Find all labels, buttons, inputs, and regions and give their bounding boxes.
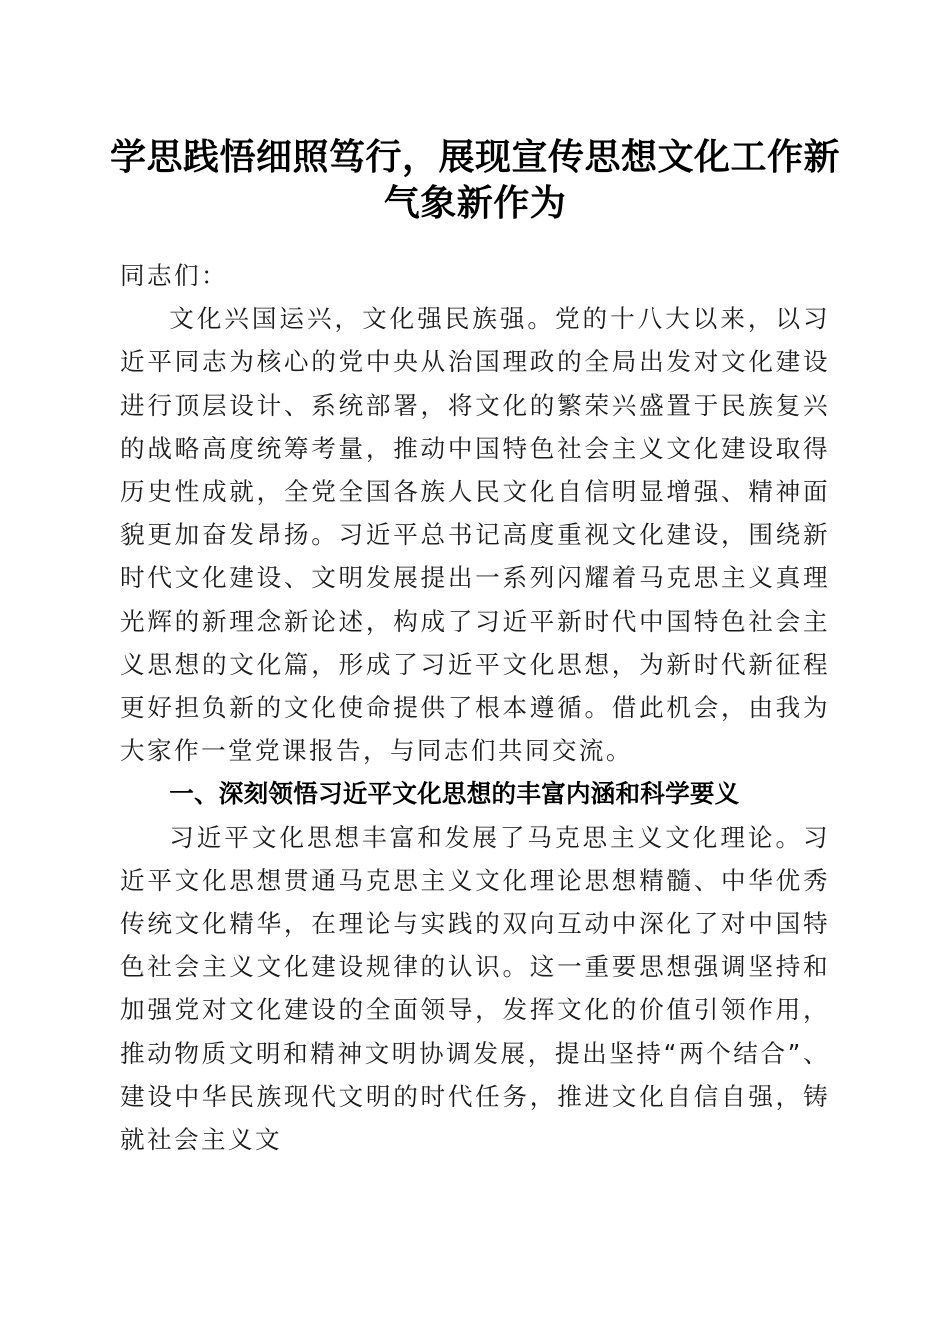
title-line-1: 学思践悟细照笃行，展现宣传思想文化工作新 bbox=[110, 136, 841, 178]
section-paragraph: 习近平文化思想丰富和发展了马克思主义文化理论。习近平文化思想贯通马克思主义文化理论思想精髓、中华优秀传统文化精华，在理论与实践的双向互动中深化了对中国特色社会主义文化建设规律的认识。这一重要思想强调坚持和加强党对文化建设的全面领导，发挥文化的价值引领作用，推动物质文明和精神文明协调发展，提出坚持“两个结合”、建设中华民族现代文明的时代任务，推进文化自信自强，铸就社会主义文 bbox=[120, 822, 830, 1155]
document-title bbox=[110, 134, 840, 226]
intro-paragraph: 文化兴国运兴，文化强民族强。党的十八大以来，以习近平同志为核心的党中央从治国理政的全局出发对文化建设进行顶层设计、系统部署，将文化的繁荣兴盛置于民族复兴的战略高度统筹考量，推动中国特色社会主义文化建设取得历史性成就，全党全国各族人民文化自信明显增强、精神面貌更加奋发昂扬。习近平总书记高度重视文化建设，围绕新时代文化建设、文明发展提出一系列闪耀着马克思主义真理光辉的新理念新论述，构成了习近平新时代中国特色社会主义思想的文化篇，形成了习近平文化思想，为新时代新征程更好担负新的文化使命提供了根本遵循。借此机会，由我为大家作一堂党课报告，与同志们共同交流。 bbox=[120, 304, 830, 766]
salutation: 同志们： bbox=[120, 261, 228, 290]
section-heading: 一、深刻领悟习近平文化思想的丰富内涵和科学要义 bbox=[169, 779, 740, 809]
title-line-2: 气象新作为 bbox=[383, 182, 567, 224]
document-body bbox=[120, 254, 830, 1161]
